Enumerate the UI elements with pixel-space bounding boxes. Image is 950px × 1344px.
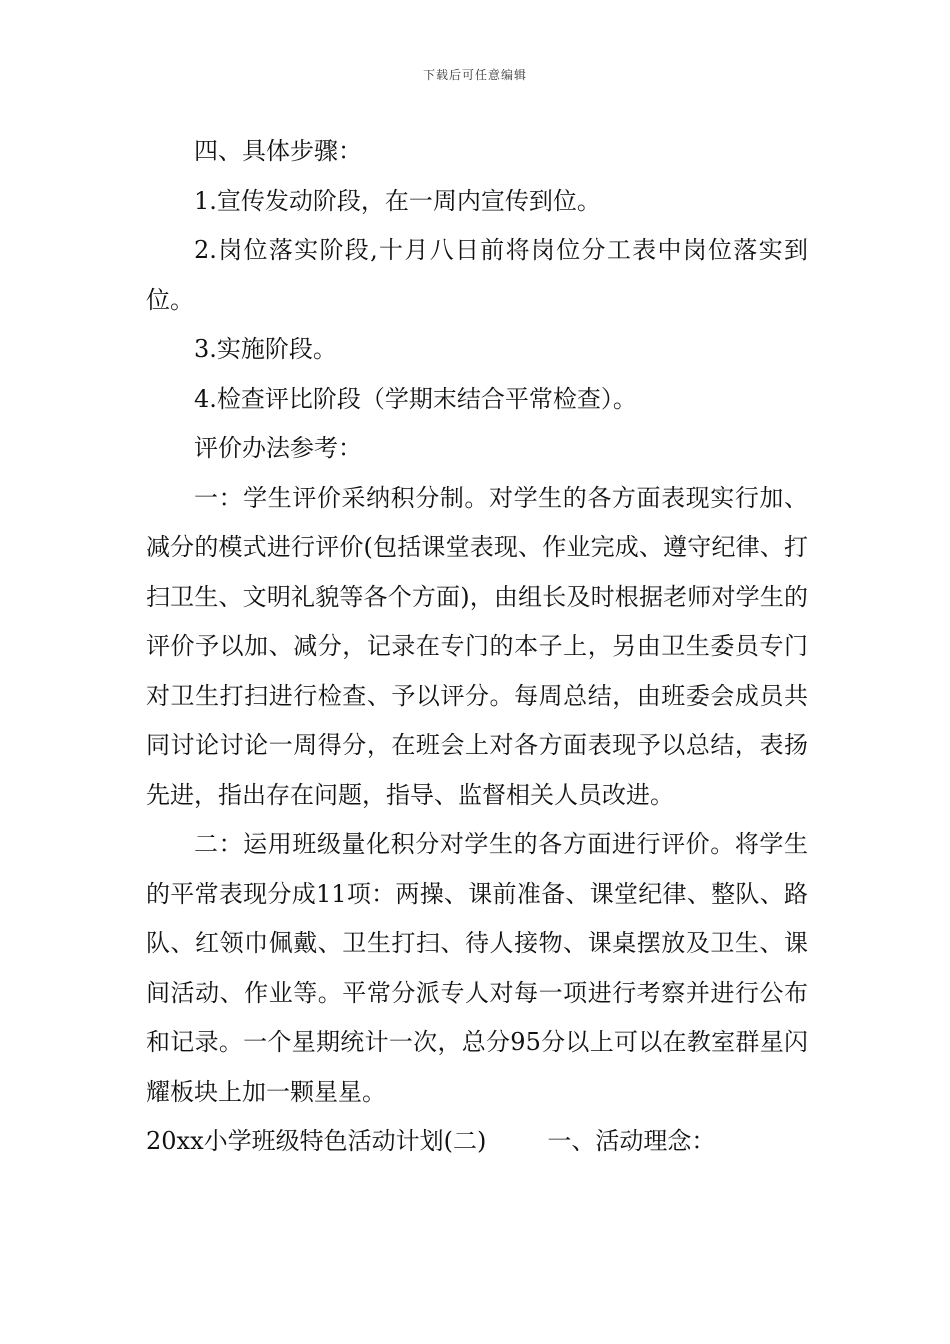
step-3: 3.实施阶段。 xyxy=(194,335,337,363)
step-4: 4.检查评比阶段（学期末结合平常检查）。 xyxy=(194,384,637,413)
evaluation-heading: 评价办法参考： xyxy=(194,434,362,462)
header-note: 下载后可任意编辑 xyxy=(422,68,527,82)
next-plan-line xyxy=(146,1117,808,1167)
step-2: 2.岗位落实阶段,十月八日前将岗位分工表中岗位落实到位。 xyxy=(146,236,808,314)
step-1: 1.宣传发动阶段，在一周内宣传到位。 xyxy=(194,186,601,215)
next-plan-title: 20xx小学班级特色活动计划(二) xyxy=(146,1127,487,1155)
next-plan-heading: 一、活动理念： xyxy=(547,1127,716,1155)
evaluation-method-1: 一：学生评价采纳积分制。对学生的各方面表现实行加、减分的模式进行评价(包括课堂表现、作业完成、遵守纪律、打扫卫生、文明礼貌等各个方面)，由组长及时根据老师对学生的评价予以加、减分，记录在专门的本子上，另由卫生委员专门对卫生打扫进行检查、予以评分。每周总结，由班委会成员共同讨论讨论一周得分，在班会上对各方面表现予以总结，表扬先进，指出存在问题，指导、监督相关人员改进。 xyxy=(146,483,808,809)
section-heading-steps: 四、具体步骤： xyxy=(194,137,362,165)
document-body xyxy=(146,127,808,1167)
evaluation-method-2: 二：运用班级量化积分对学生的各方面进行评价。将学生的平常表现分成11项：两操、课前准备、课堂纪律、整队、路队、红领巾佩戴、卫生打扫、待人接物、课桌摆放及卫生、课间活动、作业等。平常分派专人对每一项进行考察并进行公布和记录。一个星期统计一次，总分95分以上可以在教室群星闪耀板块上加一颗星星。 xyxy=(146,830,808,1106)
